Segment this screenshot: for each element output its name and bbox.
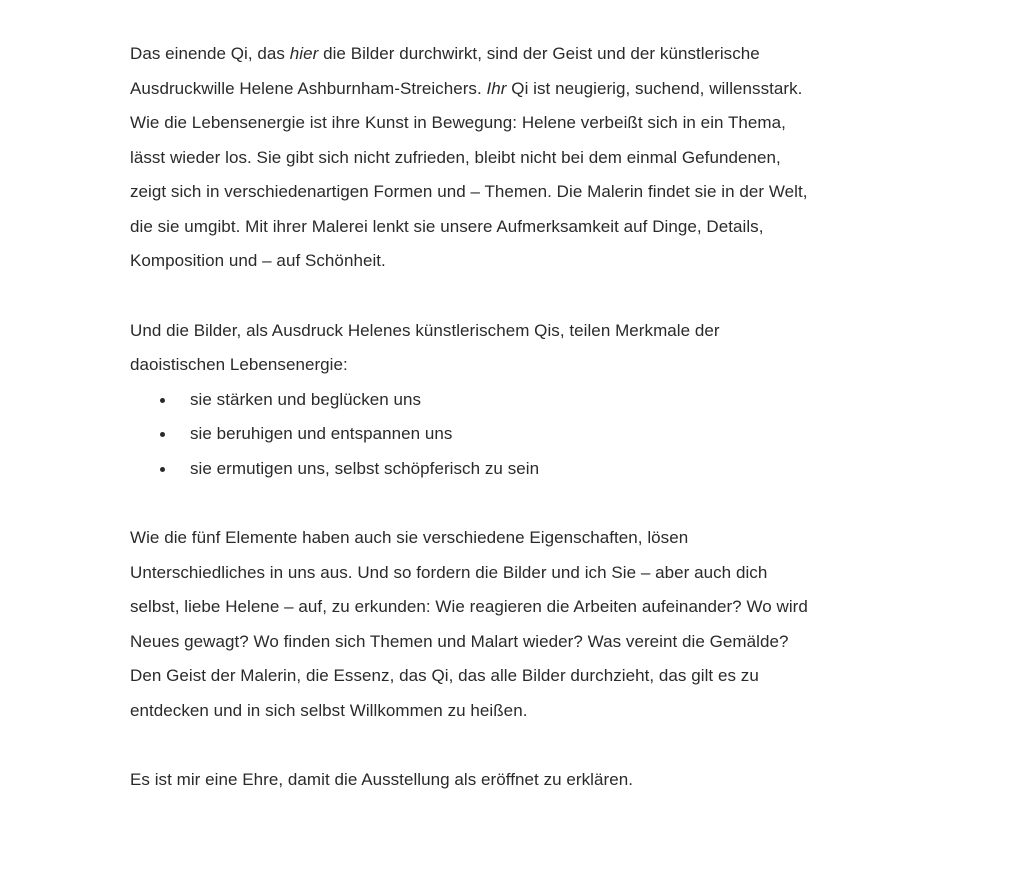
text-line: daoistischen Lebensenergie:: [130, 355, 348, 374]
list-item-text: sie beruhigen und entspannen uns: [190, 424, 453, 443]
paragraph-qi-intro: [130, 37, 990, 279]
text-fragment: Ausdruckwille Helene Ashburnham-Streichers.: [130, 78, 487, 98]
text-line: die sie umgibt. Mit ihrer Malerei lenkt sie unsere Aufmerksamkeit auf Dinge, Details,: [130, 216, 764, 236]
bullet-list: [130, 383, 990, 487]
text-line: [130, 37, 990, 72]
text-fragment: Das einende Qi, das: [130, 44, 290, 63]
bullet-icon: [160, 398, 165, 403]
document-page: [130, 37, 990, 798]
emphasis-text: hier: [289, 44, 319, 63]
list-item-text: sie stärken und beglücken uns: [190, 389, 422, 409]
text-line: Unterschiedliches in uns aus. Und so fordern die Bilder und ich Sie – aber auch dich: [130, 562, 768, 582]
text-line: Wie die Lebensenergie ist ihre Kunst in Bewegung: Helene verbeißt sich in ein Thema,: [130, 113, 786, 132]
text-line: Komposition und – auf Schönheit.: [130, 251, 386, 270]
text-line: lässt wieder los. Sie gibt sich nicht zufrieden, bleibt nicht bei dem einmal Gefundenen,: [130, 147, 781, 167]
list-item: [130, 452, 990, 487]
text-fragment: Qi ist neugierig, suchend, willensstark.: [506, 78, 803, 98]
text-fragment: die Bilder durchwirkt, sind der Geist und der künstlerische: [318, 44, 760, 63]
paragraph-eroeffnung: [130, 763, 990, 798]
text-line: Es ist mir eine Ehre, damit die Ausstellung als eröffnet zu erklären.: [130, 770, 633, 789]
emphasis-text: Ihr: [486, 78, 507, 98]
bullet-icon: [160, 432, 165, 437]
paragraph-bilder-merkmale: [130, 314, 990, 383]
text-line: Neues gewagt? Wo finden sich Themen und Malart wieder? Was vereint die Gemälde?: [130, 631, 789, 651]
bullet-icon: [160, 467, 165, 472]
list-item-text: sie ermutigen uns, selbst schöpferisch zu sein: [190, 458, 540, 478]
text-line: Den Geist der Malerin, die Essenz, das Qi, das alle Bilder durchzieht, das gilt es zu: [130, 666, 759, 685]
paragraph-spacer: [130, 486, 990, 521]
text-line: Und die Bilder, als Ausdruck Helenes künstlerischem Qis, teilen Merkmale der: [130, 320, 720, 340]
text-line: Wie die fünf Elemente haben auch sie verschiedene Eigenschaften, lösen: [130, 528, 689, 547]
text-line: selbst, liebe Helene – auf, zu erkunden: Wie reagieren die Arbeiten aufeinander? Wo wird: [130, 597, 808, 616]
paragraph-fuenf-elemente: [130, 521, 990, 728]
list-item: [130, 383, 990, 418]
paragraph-spacer: [130, 728, 990, 763]
list-item: [130, 417, 990, 452]
text-line: zeigt sich in verschiedenartigen Formen und – Themen. Die Malerin findet sie in der Welt,: [130, 182, 808, 201]
text-line: entdecken und in sich selbst Willkommen zu heißen.: [130, 700, 528, 720]
paragraph-spacer: [130, 279, 990, 314]
text-line: [130, 72, 990, 107]
